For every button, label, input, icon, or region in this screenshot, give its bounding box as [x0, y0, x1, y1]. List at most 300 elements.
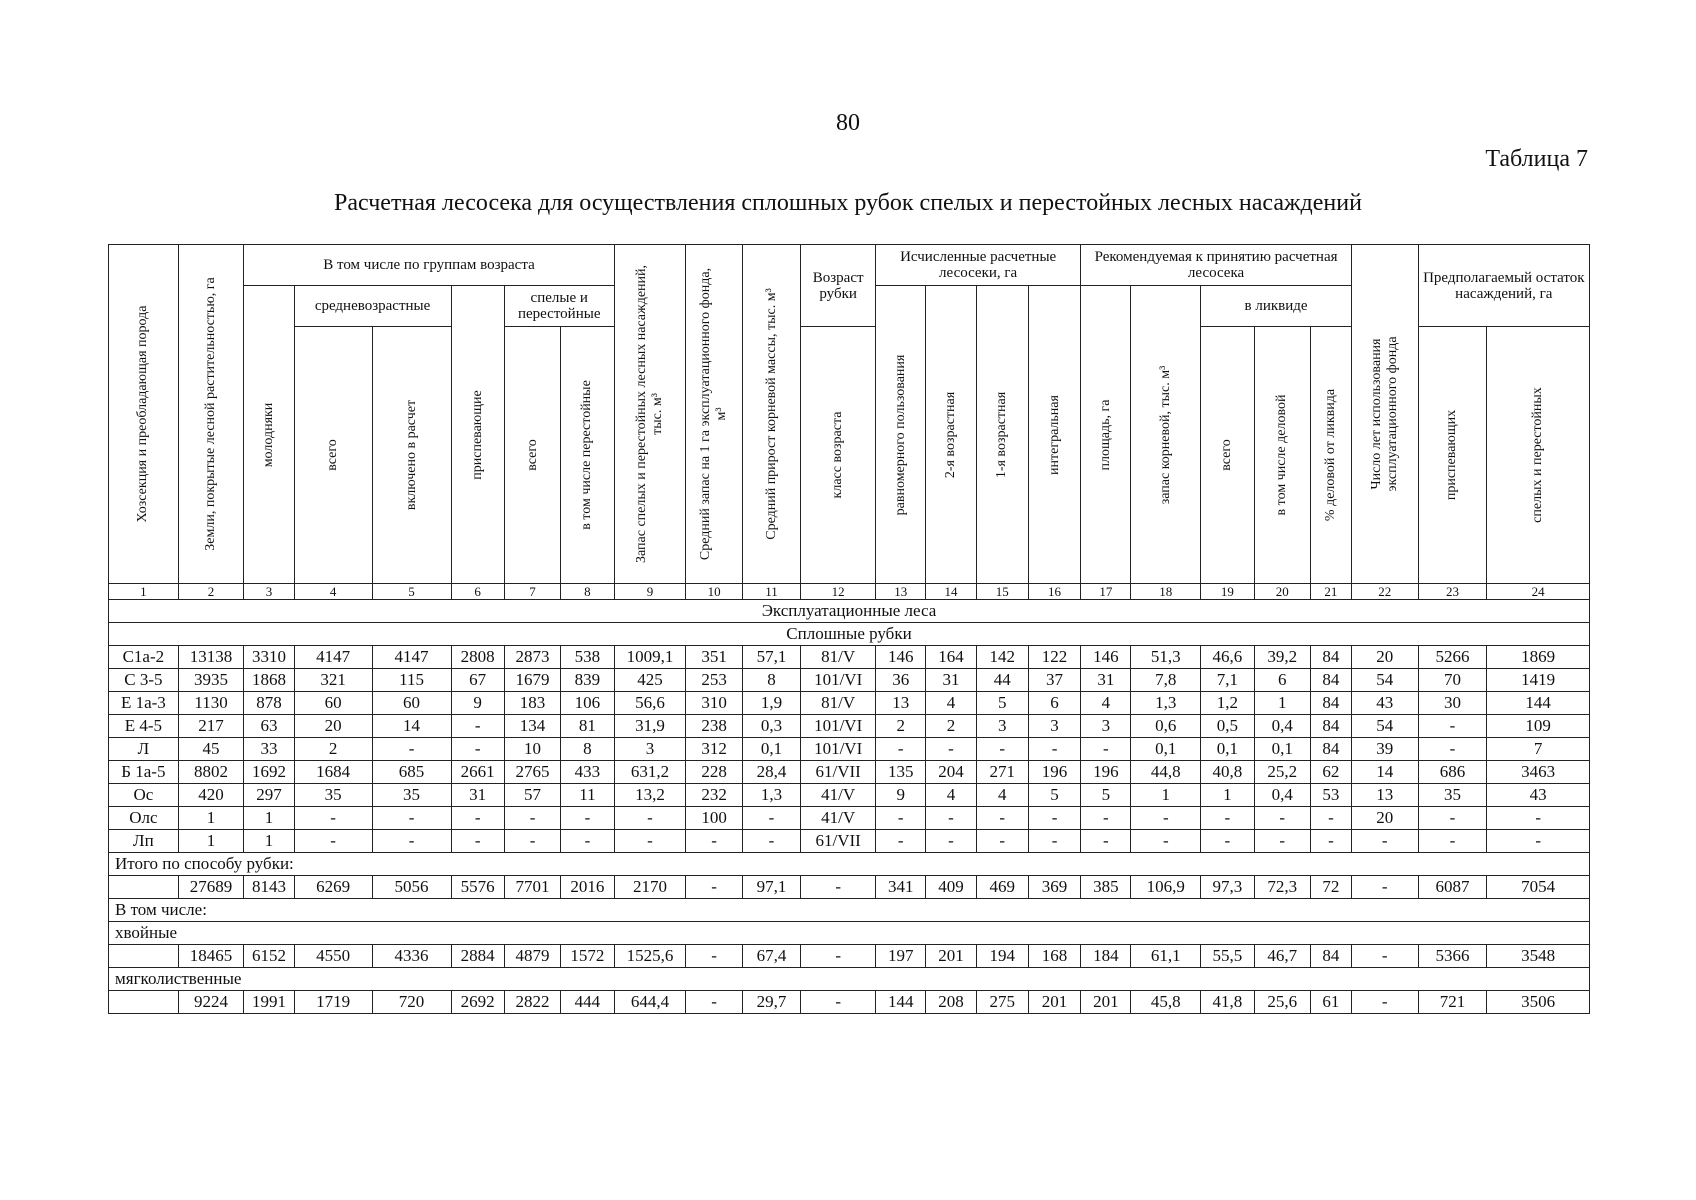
header-cell: приспевающие	[451, 286, 504, 584]
table-cell: С 3-5	[109, 669, 179, 692]
table-cell: 57	[504, 784, 560, 807]
table-cell: 297	[244, 784, 294, 807]
table-cell: 2661	[451, 761, 504, 784]
table-cell: 101/VI	[801, 738, 876, 761]
table-cell: 84	[1310, 738, 1351, 761]
table-cell: 20	[1351, 646, 1418, 669]
table-cell: Б 1а-5	[109, 761, 179, 784]
table-cell: -	[686, 991, 742, 1014]
table-cell: -	[686, 876, 742, 899]
table-row	[109, 646, 1590, 669]
table-cell: 13	[1351, 784, 1418, 807]
table-cell: 1991	[244, 991, 294, 1014]
table-cell: 5056	[372, 876, 451, 899]
table-cell: 14	[1351, 761, 1418, 784]
column-number: 18	[1131, 584, 1201, 600]
table-cell: 51,3	[1131, 646, 1201, 669]
table-cell: 25,2	[1254, 761, 1310, 784]
table-cell: -	[926, 807, 976, 830]
table-cell: -	[1418, 738, 1487, 761]
table-cell: -	[504, 807, 560, 830]
table-cell: 13138	[178, 646, 244, 669]
column-number: 19	[1201, 584, 1254, 600]
table-cell: 20	[1351, 807, 1418, 830]
table-cell: -	[801, 945, 876, 968]
column-number: 20	[1254, 584, 1310, 600]
table-cell: 341	[876, 876, 926, 899]
table-cell: -	[451, 738, 504, 761]
table-cell: -	[372, 807, 451, 830]
table-cell: -	[614, 807, 686, 830]
table-cell: 106,9	[1131, 876, 1201, 899]
header-cell: Предполагаемый остаток насаждений, га	[1418, 245, 1589, 327]
table-cell: -	[1254, 807, 1310, 830]
table-cell: 1	[244, 807, 294, 830]
table-cell: -	[1028, 830, 1080, 853]
table-cell: 538	[561, 646, 614, 669]
table-cell: 4147	[294, 646, 372, 669]
table-cell: -	[742, 807, 800, 830]
table-cell: 3548	[1487, 945, 1590, 968]
table-cell: 30	[1418, 692, 1487, 715]
subtotal-label-row	[109, 922, 1590, 945]
table-cell: 321	[294, 669, 372, 692]
table-cell: 2765	[504, 761, 560, 784]
table-cell: -	[876, 830, 926, 853]
table-cell: 275	[976, 991, 1028, 1014]
table-cell: -	[1418, 807, 1487, 830]
subtotal-label: Итого по способу рубки:	[109, 853, 1590, 876]
table-row	[109, 784, 1590, 807]
table-cell: 409	[926, 876, 976, 899]
table-cell: 0,1	[1254, 738, 1310, 761]
table-cell: 232	[686, 784, 742, 807]
header-cell: Число лет использования эксплуатационного фонда	[1351, 245, 1418, 584]
table-cell: 44	[976, 669, 1028, 692]
table-row	[109, 715, 1590, 738]
table-cell: 164	[926, 646, 976, 669]
table-cell: 0,6	[1131, 715, 1201, 738]
table-cell: 312	[686, 738, 742, 761]
header-cell: приспевающих	[1418, 327, 1487, 584]
table-cell: 146	[1081, 646, 1131, 669]
table-row	[109, 807, 1590, 830]
table-cell: 101/VI	[801, 715, 876, 738]
page-number: 80	[836, 110, 860, 136]
header-cell: в ликвиде	[1201, 286, 1352, 327]
header-cell: Средний прирост корневой массы, тыс. м³	[742, 245, 800, 584]
table-cell: 56,6	[614, 692, 686, 715]
table-cell: 100	[686, 807, 742, 830]
table-cell: 4336	[372, 945, 451, 968]
table-cell: 1,2	[1201, 692, 1254, 715]
table-cell: Ос	[109, 784, 179, 807]
table-cell: -	[1081, 830, 1131, 853]
table-cell: -	[801, 991, 876, 1014]
table-cell: -	[1131, 807, 1201, 830]
table-cell: 11	[561, 784, 614, 807]
table-cell: 2822	[504, 991, 560, 1014]
section-title: Эксплуатационные леса	[109, 600, 1590, 623]
table-cell: -	[504, 830, 560, 853]
header-cell: запас корневой, тыс. м³	[1131, 286, 1201, 584]
table-cell: 5266	[1418, 646, 1487, 669]
table-cell: 2873	[504, 646, 560, 669]
table-cell: -	[372, 830, 451, 853]
table-cell: -	[1418, 715, 1487, 738]
table-cell: 7	[1487, 738, 1590, 761]
table-cell: 109	[1487, 715, 1590, 738]
table-cell: 72	[1310, 876, 1351, 899]
table-cell: 204	[926, 761, 976, 784]
column-number: 11	[742, 584, 800, 600]
table-row	[109, 945, 1590, 968]
header-cell: Исчисленные расчетные лесосеки, га	[876, 245, 1081, 286]
table-cell: 67	[451, 669, 504, 692]
header-cell: площадь, га	[1081, 286, 1131, 584]
table-cell: 444	[561, 991, 614, 1014]
table-cell: 420	[178, 784, 244, 807]
table-cell: 7701	[504, 876, 560, 899]
table-cell: 2016	[561, 876, 614, 899]
table-cell: 84	[1310, 715, 1351, 738]
table-cell: 5576	[451, 876, 504, 899]
table-cell: -	[1487, 807, 1590, 830]
subtotal-label-row	[109, 899, 1590, 922]
table-cell: 1,9	[742, 692, 800, 715]
table-cell: 168	[1028, 945, 1080, 968]
table-cell: 61/VII	[801, 830, 876, 853]
table-cell: 0,1	[1201, 738, 1254, 761]
header-cell: всего	[294, 327, 372, 584]
table-cell: 6152	[244, 945, 294, 968]
table-cell: 433	[561, 761, 614, 784]
table-cell: 2170	[614, 876, 686, 899]
table-cell: 41/V	[801, 807, 876, 830]
table-cell: 1	[1131, 784, 1201, 807]
table-cell: -	[1028, 807, 1080, 830]
table-cell: 1419	[1487, 669, 1590, 692]
table-cell: 631,2	[614, 761, 686, 784]
header-cell: Запас спелых и перестойных лесных насаждений, тыс. м³	[614, 245, 686, 584]
table-cell: 146	[876, 646, 926, 669]
table-cell: -	[294, 830, 372, 853]
table-cell: 1,3	[1131, 692, 1201, 715]
table-cell: 721	[1418, 991, 1487, 1014]
table-cell: -	[294, 807, 372, 830]
table-cell: -	[976, 807, 1028, 830]
table-cell: 4879	[504, 945, 560, 968]
table-cell: 385	[1081, 876, 1131, 899]
table-cell: 3463	[1487, 761, 1590, 784]
table-cell: 0,5	[1201, 715, 1254, 738]
table-cell: 0,4	[1254, 784, 1310, 807]
header-cell: всего	[504, 327, 560, 584]
table-row	[109, 876, 1590, 899]
table-cell: 196	[1081, 761, 1131, 784]
table-cell: 84	[1310, 692, 1351, 715]
table-cell: -	[686, 945, 742, 968]
header-cell: Возраст рубки	[801, 245, 876, 327]
header-cell: 1-я возрастная	[976, 286, 1028, 584]
table-row	[109, 692, 1590, 715]
table-cell: 4550	[294, 945, 372, 968]
column-number: 7	[504, 584, 560, 600]
table-cell: -	[801, 876, 876, 899]
table-cell: -	[1418, 830, 1487, 853]
header-cell: средневозрастные	[294, 286, 451, 327]
table-cell: 197	[876, 945, 926, 968]
table-cell: 194	[976, 945, 1028, 968]
table-cell: 5	[976, 692, 1028, 715]
table-cell	[109, 876, 179, 899]
table-cell: 1868	[244, 669, 294, 692]
table-cell: 31	[1081, 669, 1131, 692]
table-cell: -	[451, 807, 504, 830]
table-cell: 6	[1254, 669, 1310, 692]
table-cell: -	[1487, 830, 1590, 853]
column-number: 4	[294, 584, 372, 600]
table-cell: 45	[178, 738, 244, 761]
table-cell: -	[1131, 830, 1201, 853]
header-cell: в том числе деловой	[1254, 327, 1310, 584]
table-cell: 5	[1028, 784, 1080, 807]
table-cell: 37	[1028, 669, 1080, 692]
table-cell: 35	[1418, 784, 1487, 807]
table-cell: 106	[561, 692, 614, 715]
table-cell: 135	[876, 761, 926, 784]
table-row	[109, 738, 1590, 761]
table-cell: С1а-2	[109, 646, 179, 669]
table-cell: -	[876, 738, 926, 761]
table-cell: 134	[504, 715, 560, 738]
column-number: 6	[451, 584, 504, 600]
header-cell: спелых и перестойных	[1487, 327, 1590, 584]
table-cell: 1684	[294, 761, 372, 784]
table-cell: 310	[686, 692, 742, 715]
table-cell: 201	[1028, 991, 1080, 1014]
table-cell: 2808	[451, 646, 504, 669]
table-cell: 46,7	[1254, 945, 1310, 968]
table-cell: -	[742, 830, 800, 853]
table-cell: 0,1	[742, 738, 800, 761]
table-cell: 144	[876, 991, 926, 1014]
table-title: Расчетная лесосека для осуществления сплошных рубок спелых и перестойных лесных насаждений	[334, 190, 1362, 216]
table-cell: -	[926, 830, 976, 853]
table-cell: 33	[244, 738, 294, 761]
table-cell: 53	[1310, 784, 1351, 807]
column-number: 1	[109, 584, 179, 600]
table-cell: -	[1201, 830, 1254, 853]
table-cell: 3	[1028, 715, 1080, 738]
table-cell: -	[976, 830, 1028, 853]
table-cell: 61,1	[1131, 945, 1201, 968]
table-cell: 44,8	[1131, 761, 1201, 784]
table-cell: 228	[686, 761, 742, 784]
column-number: 17	[1081, 584, 1131, 600]
table-cell: 425	[614, 669, 686, 692]
column-number: 5	[372, 584, 451, 600]
table-cell: 644,4	[614, 991, 686, 1014]
table-cell: 41,8	[1201, 991, 1254, 1014]
table-cell: 61	[1310, 991, 1351, 1014]
table-cell: -	[1351, 991, 1418, 1014]
table-cell: 8143	[244, 876, 294, 899]
table-cell: 0,4	[1254, 715, 1310, 738]
table-cell: 54	[1351, 715, 1418, 738]
table-cell: -	[1310, 807, 1351, 830]
table-cell: 67,4	[742, 945, 800, 968]
table-cell: 101/VI	[801, 669, 876, 692]
table-cell: 3935	[178, 669, 244, 692]
table-cell: 4	[926, 692, 976, 715]
table-cell: 7,8	[1131, 669, 1201, 692]
header-cell: в том числе перестойные	[561, 327, 614, 584]
table-cell: 3	[1081, 715, 1131, 738]
table-cell: 28,4	[742, 761, 800, 784]
table-cell: 0,3	[742, 715, 800, 738]
table-cell: 4	[976, 784, 1028, 807]
header-cell: Земли, покрытые лесной растительностью, га	[178, 245, 244, 584]
table-cell: 1	[1254, 692, 1310, 715]
table-cell: 839	[561, 669, 614, 692]
table-cell: 1130	[178, 692, 244, 715]
column-number: 10	[686, 584, 742, 600]
table-cell: -	[1310, 830, 1351, 853]
subtotal-label-row	[109, 853, 1590, 876]
column-number: 12	[801, 584, 876, 600]
table-cell: 238	[686, 715, 742, 738]
table-cell: -	[561, 807, 614, 830]
table-cell: 27689	[178, 876, 244, 899]
table-cell: 36	[876, 669, 926, 692]
table-cell: -	[926, 738, 976, 761]
table-cell: 7,1	[1201, 669, 1254, 692]
table-cell: 31,9	[614, 715, 686, 738]
column-number: 24	[1487, 584, 1590, 600]
table-cell: 62	[1310, 761, 1351, 784]
table-cell: 1	[244, 830, 294, 853]
column-numbers-row	[109, 584, 1590, 600]
table-cell: 57,1	[742, 646, 800, 669]
table-cell: 144	[1487, 692, 1590, 715]
table-cell: 2	[294, 738, 372, 761]
table-cell: 184	[1081, 945, 1131, 968]
table-cell: 1009,1	[614, 646, 686, 669]
table-cell: Лп	[109, 830, 179, 853]
table-cell: 5366	[1418, 945, 1487, 968]
table-cell: 84	[1310, 945, 1351, 968]
table-cell: 2692	[451, 991, 504, 1014]
table-row	[109, 761, 1590, 784]
table-cell: 685	[372, 761, 451, 784]
table-cell: 196	[1028, 761, 1080, 784]
table-cell: 81/V	[801, 646, 876, 669]
table-cell: 18465	[178, 945, 244, 968]
table-cell: 43	[1351, 692, 1418, 715]
table-cell: 686	[1418, 761, 1487, 784]
table-cell: 115	[372, 669, 451, 692]
table-label: Таблица 7	[1485, 146, 1588, 172]
table-cell: 43	[1487, 784, 1590, 807]
table-cell: 60	[372, 692, 451, 715]
column-number: 14	[926, 584, 976, 600]
table-cell: 39,2	[1254, 646, 1310, 669]
table-cell: -	[451, 715, 504, 738]
table-cell: -	[451, 830, 504, 853]
column-number: 22	[1351, 584, 1418, 600]
table-cell: 6269	[294, 876, 372, 899]
table-cell: 2	[926, 715, 976, 738]
table-cell: 97,3	[1201, 876, 1254, 899]
table-cell: -	[561, 830, 614, 853]
table-cell: 31	[451, 784, 504, 807]
table-cell: 8802	[178, 761, 244, 784]
column-number: 23	[1418, 584, 1487, 600]
table-cell: 13	[876, 692, 926, 715]
header-cell: 2-я возрастная	[926, 286, 976, 584]
table-cell: 45,8	[1131, 991, 1201, 1014]
table-cell: -	[976, 738, 1028, 761]
header-cell: В том числе по группам возраста	[244, 245, 614, 286]
table-cell: Олс	[109, 807, 179, 830]
table-cell: 39	[1351, 738, 1418, 761]
table-cell: 13,2	[614, 784, 686, 807]
header-cell: спелые и перестойные	[504, 286, 614, 327]
table-cell: -	[1351, 945, 1418, 968]
table-cell: 9224	[178, 991, 244, 1014]
table-cell: 1869	[1487, 646, 1590, 669]
table-cell: 271	[976, 761, 1028, 784]
header-cell: интегральная	[1028, 286, 1080, 584]
table-cell: 1	[178, 830, 244, 853]
table-cell: 1692	[244, 761, 294, 784]
table-cell: 1,3	[742, 784, 800, 807]
table-cell: 183	[504, 692, 560, 715]
subtotal-label: хвойные	[109, 922, 1590, 945]
table-cell: 84	[1310, 669, 1351, 692]
table-cell: 31	[926, 669, 976, 692]
table-cell: 4	[1081, 692, 1131, 715]
header-cell: Средний запас на 1 га эксплуатационного фонда, м³	[686, 245, 742, 584]
header-cell: % деловой от ликвида	[1310, 327, 1351, 584]
table-cell: 54	[1351, 669, 1418, 692]
header-cell: Рекомендуемая к принятию расчетная лесосека	[1081, 245, 1352, 286]
table-cell: -	[372, 738, 451, 761]
table-cell: 1525,6	[614, 945, 686, 968]
column-number: 3	[244, 584, 294, 600]
table-cell: 25,6	[1254, 991, 1310, 1014]
table-cell: 5	[1081, 784, 1131, 807]
table-cell: 97,1	[742, 876, 800, 899]
table-cell: -	[686, 830, 742, 853]
table-cell: 40,8	[1201, 761, 1254, 784]
table-cell: 9	[876, 784, 926, 807]
column-number: 8	[561, 584, 614, 600]
table-cell: -	[1254, 830, 1310, 853]
table-cell: 14	[372, 715, 451, 738]
table-cell: -	[1201, 807, 1254, 830]
table-row	[109, 991, 1590, 1014]
table-cell: -	[614, 830, 686, 853]
table-cell: 7054	[1487, 876, 1590, 899]
column-number: 2	[178, 584, 244, 600]
table-cell: 4147	[372, 646, 451, 669]
table-cell: 1	[178, 807, 244, 830]
table-cell: 3310	[244, 646, 294, 669]
table-cell: 20	[294, 715, 372, 738]
table-cell: 1679	[504, 669, 560, 692]
